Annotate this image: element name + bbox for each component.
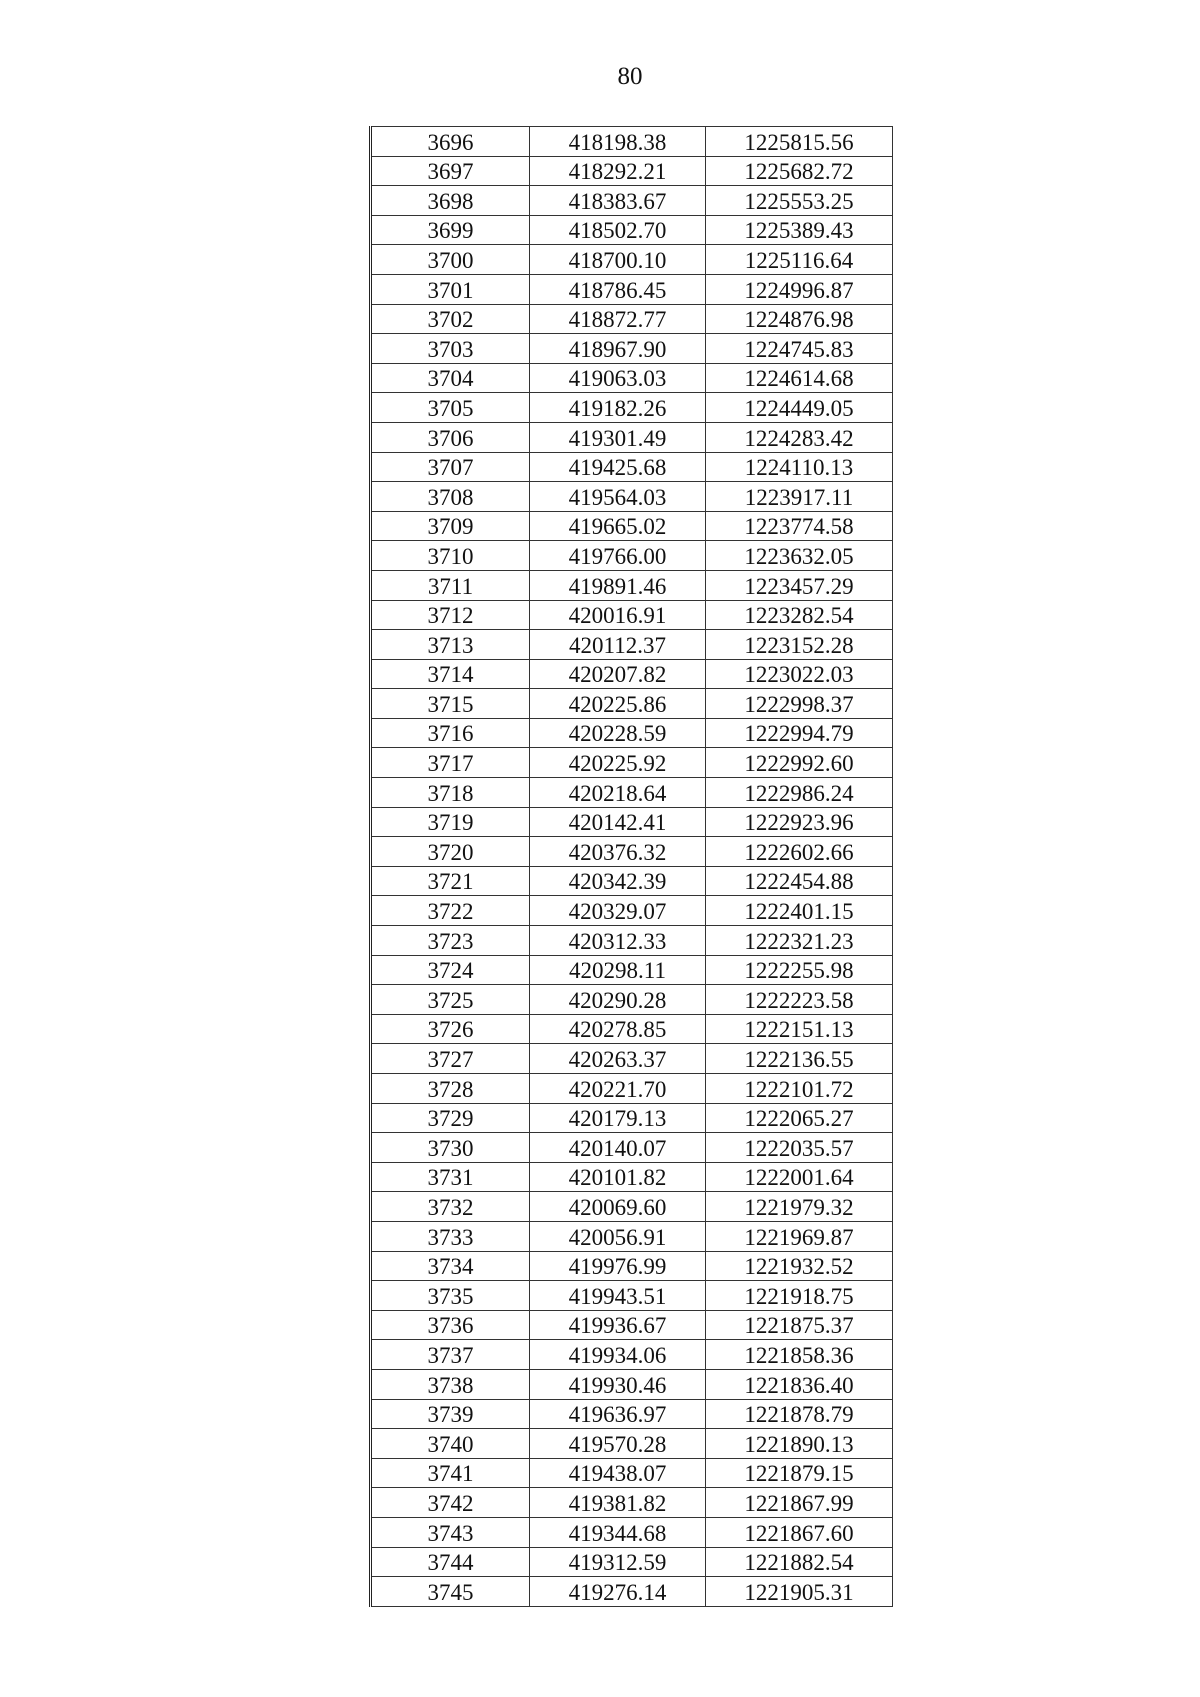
point-number-cell: 3733 (371, 1221, 530, 1251)
point-number-cell: 3717 (371, 748, 530, 778)
table-row (371, 1340, 893, 1370)
x-coordinate-cell: 419976.99 (530, 1251, 706, 1281)
point-number-cell: 3732 (371, 1192, 530, 1222)
y-coordinate-cell: 1223632.05 (706, 541, 893, 571)
table-row (371, 926, 893, 956)
x-coordinate-cell: 419665.02 (530, 511, 706, 541)
y-coordinate-cell: 1225815.56 (706, 127, 893, 157)
x-coordinate-cell: 420329.07 (530, 896, 706, 926)
point-number-cell: 3725 (371, 985, 530, 1015)
x-coordinate-cell: 418292.21 (530, 156, 706, 186)
coordinate-table-body (371, 127, 893, 1607)
point-number-cell: 3737 (371, 1340, 530, 1370)
y-coordinate-cell: 1221879.15 (706, 1458, 893, 1488)
point-number-cell: 3736 (371, 1310, 530, 1340)
y-coordinate-cell: 1224876.98 (706, 304, 893, 334)
y-coordinate-cell: 1222065.27 (706, 1103, 893, 1133)
table-row (371, 393, 893, 423)
y-coordinate-cell: 1223917.11 (706, 482, 893, 512)
x-coordinate-cell: 419934.06 (530, 1340, 706, 1370)
y-coordinate-cell: 1222321.23 (706, 926, 893, 956)
y-coordinate-cell: 1225116.64 (706, 245, 893, 275)
table-row (371, 896, 893, 926)
y-coordinate-cell: 1222001.64 (706, 1162, 893, 1192)
point-number-cell: 3698 (371, 186, 530, 216)
table-row (371, 1103, 893, 1133)
table-row (371, 837, 893, 867)
point-number-cell: 3740 (371, 1429, 530, 1459)
x-coordinate-cell: 419943.51 (530, 1281, 706, 1311)
point-number-cell: 3714 (371, 659, 530, 689)
point-number-cell: 3713 (371, 630, 530, 660)
point-number-cell: 3696 (371, 127, 530, 157)
y-coordinate-cell: 1224449.05 (706, 393, 893, 423)
x-coordinate-cell: 419564.03 (530, 482, 706, 512)
table-row (371, 1221, 893, 1251)
page-number: 80 (617, 63, 643, 90)
point-number-cell: 3709 (371, 511, 530, 541)
point-number-cell: 3743 (371, 1517, 530, 1547)
y-coordinate-cell: 1225682.72 (706, 156, 893, 186)
y-coordinate-cell: 1222454.88 (706, 866, 893, 896)
point-number-cell: 3722 (371, 896, 530, 926)
x-coordinate-cell: 418786.45 (530, 274, 706, 304)
y-coordinate-cell: 1223457.29 (706, 570, 893, 600)
y-coordinate-cell: 1223774.58 (706, 511, 893, 541)
table-row (371, 748, 893, 778)
table-row (371, 511, 893, 541)
x-coordinate-cell: 420207.82 (530, 659, 706, 689)
point-number-cell: 3718 (371, 778, 530, 808)
table-row (371, 334, 893, 364)
y-coordinate-cell: 1225389.43 (706, 215, 893, 245)
table-row (371, 1458, 893, 1488)
y-coordinate-cell: 1221878.79 (706, 1399, 893, 1429)
point-number-cell: 3742 (371, 1488, 530, 1518)
point-number-cell: 3735 (371, 1281, 530, 1311)
point-number-cell: 3704 (371, 363, 530, 393)
y-coordinate-cell: 1224110.13 (706, 452, 893, 482)
x-coordinate-cell: 418198.38 (530, 127, 706, 157)
table-row (371, 1162, 893, 1192)
y-coordinate-cell: 1222101.72 (706, 1074, 893, 1104)
y-coordinate-cell: 1221932.52 (706, 1251, 893, 1281)
y-coordinate-cell: 1222035.57 (706, 1133, 893, 1163)
x-coordinate-cell: 419936.67 (530, 1310, 706, 1340)
point-number-cell: 3707 (371, 452, 530, 482)
x-coordinate-cell: 418967.90 (530, 334, 706, 364)
y-coordinate-cell: 1225553.25 (706, 186, 893, 216)
x-coordinate-cell: 420263.37 (530, 1044, 706, 1074)
table-row (371, 541, 893, 571)
point-number-cell: 3741 (371, 1458, 530, 1488)
point-number-cell: 3728 (371, 1074, 530, 1104)
table-row (371, 422, 893, 452)
table-row (371, 689, 893, 719)
table-row (371, 1251, 893, 1281)
table-row (371, 630, 893, 660)
y-coordinate-cell: 1221979.32 (706, 1192, 893, 1222)
point-number-cell: 3738 (371, 1369, 530, 1399)
x-coordinate-cell: 420342.39 (530, 866, 706, 896)
x-coordinate-cell: 420179.13 (530, 1103, 706, 1133)
point-number-cell: 3729 (371, 1103, 530, 1133)
y-coordinate-cell: 1222994.79 (706, 718, 893, 748)
y-coordinate-cell: 1221836.40 (706, 1369, 893, 1399)
x-coordinate-cell: 420312.33 (530, 926, 706, 956)
y-coordinate-cell: 1221905.31 (706, 1577, 893, 1607)
point-number-cell: 3745 (371, 1577, 530, 1607)
table-row (371, 1044, 893, 1074)
y-coordinate-cell: 1224283.42 (706, 422, 893, 452)
table-row (371, 156, 893, 186)
table-row (371, 1192, 893, 1222)
x-coordinate-cell: 418700.10 (530, 245, 706, 275)
table-row (371, 570, 893, 600)
y-coordinate-cell: 1221875.37 (706, 1310, 893, 1340)
table-row (371, 186, 893, 216)
point-number-cell: 3699 (371, 215, 530, 245)
y-coordinate-cell: 1224614.68 (706, 363, 893, 393)
y-coordinate-cell: 1221918.75 (706, 1281, 893, 1311)
table-row (371, 955, 893, 985)
table-row (371, 1577, 893, 1607)
x-coordinate-cell: 419636.97 (530, 1399, 706, 1429)
x-coordinate-cell: 419425.68 (530, 452, 706, 482)
table-row (371, 1429, 893, 1459)
x-coordinate-cell: 418502.70 (530, 215, 706, 245)
table-row (371, 1074, 893, 1104)
x-coordinate-cell: 420278.85 (530, 1014, 706, 1044)
y-coordinate-cell: 1221969.87 (706, 1221, 893, 1251)
table-row (371, 807, 893, 837)
point-number-cell: 3697 (371, 156, 530, 186)
table-row (371, 363, 893, 393)
x-coordinate-cell: 419312.59 (530, 1547, 706, 1577)
x-coordinate-cell: 420290.28 (530, 985, 706, 1015)
point-number-cell: 3711 (371, 570, 530, 600)
x-coordinate-cell: 420056.91 (530, 1221, 706, 1251)
table-row (371, 127, 893, 157)
y-coordinate-cell: 1221867.60 (706, 1517, 893, 1547)
x-coordinate-cell: 420112.37 (530, 630, 706, 660)
table-row (371, 245, 893, 275)
point-number-cell: 3721 (371, 866, 530, 896)
point-number-cell: 3727 (371, 1044, 530, 1074)
table-row (371, 1488, 893, 1518)
table-row (371, 1014, 893, 1044)
point-number-cell: 3720 (371, 837, 530, 867)
table-row (371, 304, 893, 334)
x-coordinate-cell: 419570.28 (530, 1429, 706, 1459)
point-number-cell: 3715 (371, 689, 530, 719)
table-row (371, 1281, 893, 1311)
table-row (371, 778, 893, 808)
y-coordinate-cell: 1222136.55 (706, 1044, 893, 1074)
y-coordinate-cell: 1223022.03 (706, 659, 893, 689)
x-coordinate-cell: 419766.00 (530, 541, 706, 571)
y-coordinate-cell: 1222223.58 (706, 985, 893, 1015)
x-coordinate-cell: 420225.92 (530, 748, 706, 778)
point-number-cell: 3744 (371, 1547, 530, 1577)
table-row (371, 866, 893, 896)
point-number-cell: 3730 (371, 1133, 530, 1163)
y-coordinate-cell: 1222998.37 (706, 689, 893, 719)
point-number-cell: 3706 (371, 422, 530, 452)
table-row (371, 1547, 893, 1577)
point-number-cell: 3724 (371, 955, 530, 985)
table-row (371, 1133, 893, 1163)
x-coordinate-cell: 420016.91 (530, 600, 706, 630)
y-coordinate-cell: 1221890.13 (706, 1429, 893, 1459)
x-coordinate-cell: 420298.11 (530, 955, 706, 985)
table-row (371, 1310, 893, 1340)
y-coordinate-cell: 1224745.83 (706, 334, 893, 364)
x-coordinate-cell: 419438.07 (530, 1458, 706, 1488)
point-number-cell: 3708 (371, 482, 530, 512)
point-number-cell: 3731 (371, 1162, 530, 1192)
x-coordinate-cell: 419381.82 (530, 1488, 706, 1518)
y-coordinate-cell: 1222151.13 (706, 1014, 893, 1044)
y-coordinate-cell: 1222255.98 (706, 955, 893, 985)
table-row (371, 215, 893, 245)
y-coordinate-cell: 1222401.15 (706, 896, 893, 926)
x-coordinate-cell: 420101.82 (530, 1162, 706, 1192)
point-number-cell: 3712 (371, 600, 530, 630)
x-coordinate-cell: 420218.64 (530, 778, 706, 808)
table-row (371, 985, 893, 1015)
point-number-cell: 3734 (371, 1251, 530, 1281)
x-coordinate-cell: 420225.86 (530, 689, 706, 719)
x-coordinate-cell: 419891.46 (530, 570, 706, 600)
point-number-cell: 3710 (371, 541, 530, 571)
y-coordinate-cell: 1221858.36 (706, 1340, 893, 1370)
x-coordinate-cell: 420069.60 (530, 1192, 706, 1222)
y-coordinate-cell: 1221867.99 (706, 1488, 893, 1518)
x-coordinate-cell: 419344.68 (530, 1517, 706, 1547)
coordinate-table (369, 126, 893, 1607)
x-coordinate-cell: 418383.67 (530, 186, 706, 216)
point-number-cell: 3701 (371, 274, 530, 304)
y-coordinate-cell: 1223282.54 (706, 600, 893, 630)
x-coordinate-cell: 419276.14 (530, 1577, 706, 1607)
table-row (371, 274, 893, 304)
table-row (371, 452, 893, 482)
x-coordinate-cell: 420140.07 (530, 1133, 706, 1163)
point-number-cell: 3700 (371, 245, 530, 275)
y-coordinate-cell: 1222602.66 (706, 837, 893, 867)
table-row (371, 600, 893, 630)
table-row (371, 1399, 893, 1429)
table-row (371, 718, 893, 748)
x-coordinate-cell: 420221.70 (530, 1074, 706, 1104)
x-coordinate-cell: 419930.46 (530, 1369, 706, 1399)
point-number-cell: 3719 (371, 807, 530, 837)
y-coordinate-cell: 1222986.24 (706, 778, 893, 808)
point-number-cell: 3726 (371, 1014, 530, 1044)
table-row (371, 1517, 893, 1547)
point-number-cell: 3716 (371, 718, 530, 748)
x-coordinate-cell: 420228.59 (530, 718, 706, 748)
point-number-cell: 3702 (371, 304, 530, 334)
table-row (371, 659, 893, 689)
x-coordinate-cell: 420376.32 (530, 837, 706, 867)
point-number-cell: 3703 (371, 334, 530, 364)
x-coordinate-cell: 418872.77 (530, 304, 706, 334)
x-coordinate-cell: 419182.26 (530, 393, 706, 423)
y-coordinate-cell: 1224996.87 (706, 274, 893, 304)
point-number-cell: 3739 (371, 1399, 530, 1429)
table-row (371, 482, 893, 512)
table-row (371, 1369, 893, 1399)
y-coordinate-cell: 1222923.96 (706, 807, 893, 837)
y-coordinate-cell: 1221882.54 (706, 1547, 893, 1577)
y-coordinate-cell: 1222992.60 (706, 748, 893, 778)
x-coordinate-cell: 419063.03 (530, 363, 706, 393)
x-coordinate-cell: 419301.49 (530, 422, 706, 452)
point-number-cell: 3723 (371, 926, 530, 956)
y-coordinate-cell: 1223152.28 (706, 630, 893, 660)
point-number-cell: 3705 (371, 393, 530, 423)
x-coordinate-cell: 420142.41 (530, 807, 706, 837)
